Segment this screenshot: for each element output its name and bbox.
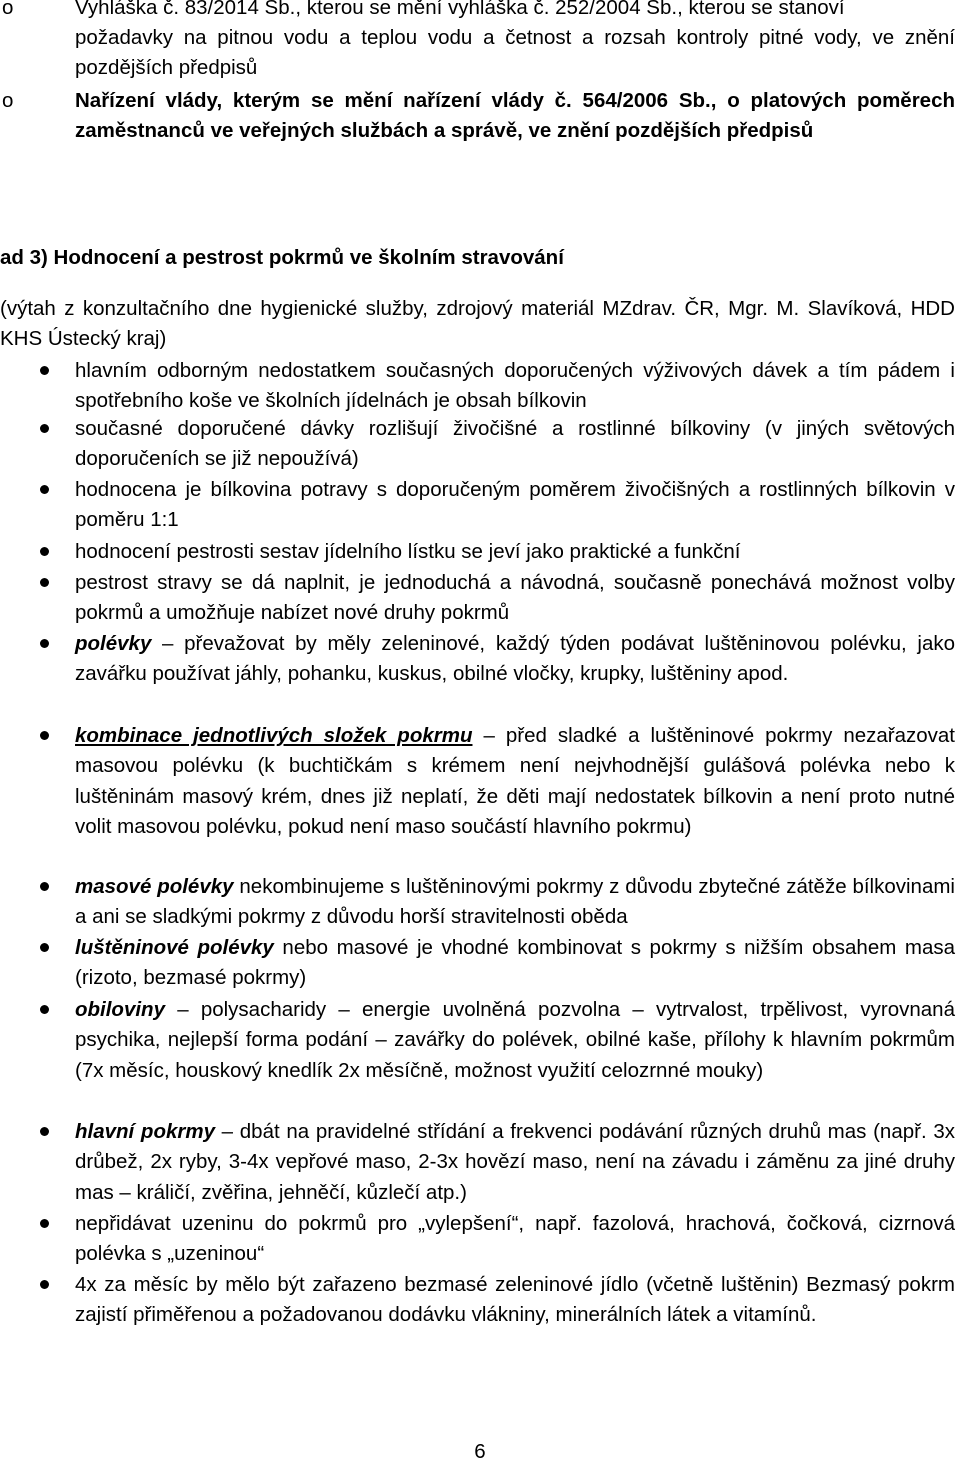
item-text: [75, 1117, 955, 1208]
item-term: hlavní pokrmy: [75, 1120, 215, 1143]
item-text: současné doporučené dávky rozlišují živočišné a rostlinné bílkoviny (v jiných světových doporučeních se již nepoužívá): [75, 417, 955, 471]
item-description: nekombinujeme s luštěninovými pokrmy z důvodu zbytečné zátěže bílkovinami a ani se sladkými pokrmy z důvodu horší stravitelnosti oběda: [75, 875, 955, 929]
item-text: [75, 629, 955, 690]
regulation-item-2: [0, 86, 960, 146]
bullet-dot: [40, 366, 49, 375]
item-text: [75, 995, 955, 1086]
bullet-dot: [40, 1127, 49, 1136]
item-description: – před sladké a luštěninové pokrmy nezařazovat masovou polévku (k buchtičkám s krémem není nejvhodnější gulášová polévka nebo k luštěninám masový krém, dnes již neplatí, že děti mají nedostatek bílkovin a není proto nutné volit masovou polévku, pokud není maso součástí hlavního pokrmu): [75, 724, 955, 838]
bullet-dot: [40, 547, 49, 556]
item-term: obiloviny: [75, 998, 165, 1021]
bullet-dot: [40, 1005, 49, 1014]
bullet-dot: [40, 485, 49, 494]
list-item: [0, 629, 960, 721]
item-text: [75, 933, 955, 994]
list-item: [0, 1117, 960, 1209]
bullet-dot: [40, 639, 49, 648]
list-item: [0, 995, 960, 1117]
list-item: [0, 1270, 960, 1362]
regulation-rest: požadavky na pitnou vodu a teplou vodu a četnost a rozsah kontroly pitné vody, ve znění pozdějších předpisů: [75, 26, 955, 79]
list-item: [0, 356, 960, 414]
item-text: 4x za měsíc by mělo být zařazeno bezmasé zeleninové jídlo (včetně luštěnin) Bezmasý pokrm zajistí přiměřenou a požadovanou dodávku vlákniny, minerálních látek a vitamínů.: [75, 1273, 955, 1327]
item-description: nebo masové je vhodné kombinovat s pokrmy s nižším obsahem masa (rizoto, bezmasé pokrmy): [75, 936, 955, 990]
regulation-line: Vyhláška č. 83/2014 Sb., kterou se mění vyhláška č. 252/2004 Sb., kterou se stanoví: [75, 0, 845, 19]
item-description: – polysacharidy – energie uvolněná pozvolna – vytrvalost, trpělivost, vyrovnaná psychika, nejlepší forma podání – zavářky do polévek, obilné kaše, přílohy k hlavním pokrmům (7x měsíc, houskový knedlík 2x měsíčně, možnost využití celozrnné mouky): [75, 998, 955, 1082]
list-item: [0, 721, 960, 872]
list-item: [0, 568, 960, 629]
list-item: [0, 537, 960, 568]
list-bullet: o: [2, 89, 14, 112]
bullet-dot: [40, 882, 49, 891]
source-note: (výtah z konzultačního dne hygienické služby, zdrojový materiál MZdrav. ČR, Mgr. M. Slavíková, HDD KHS Ústecký kraj): [0, 297, 955, 350]
item-text: hlavním odborným nedostatkem současných doporučených výživových dávek a tím pádem i spotřebního koše ve školních jídelnách je obsah bílkovin: [75, 359, 955, 413]
item-text: hodnocena je bílkovina potravy s doporučeným poměrem živočišných a rostlinných bílkovin v poměru 1:1: [75, 478, 955, 532]
item-text: [75, 721, 955, 842]
list-item: [0, 933, 960, 995]
bullet-dot: [40, 578, 49, 587]
item-text: nepřidávat uzeninu do pokrmů pro „vylepšení“, např. fazolová, hrachová, čočková, cizrnová polévka s „uzeninou“: [75, 1212, 955, 1266]
regulation-text-1: [75, 0, 955, 83]
bullet-dot: [40, 424, 49, 433]
item-description: – převažovat by měly zeleninové, každý týden podávat luštěninovou polévku, jako zavářku používat jáhly, pohanku, kuskus, obilné vločky, krupky, luštěniny apod.: [75, 632, 955, 686]
recommendations-list: [0, 356, 960, 1362]
list-item: [0, 1209, 960, 1270]
item-term: polévky: [75, 632, 152, 655]
item-term: luštěninové polévky: [75, 936, 274, 959]
regulation-text-2: Nařízení vlády, kterým se mění nařízení vlády č. 564/2006 Sb., o platových poměrech zaměstnanců ve veřejných službách a správě, ve znění pozdějších předpisů: [75, 89, 955, 142]
bullet-dot: [40, 1280, 49, 1289]
bullet-dot: [40, 731, 49, 740]
list-item: [0, 475, 960, 537]
section-heading: ad 3) Hodnocení a pestrost pokrmů ve školním stravování: [0, 246, 564, 269]
regulation-item-1: [0, 0, 960, 83]
item-text: [75, 872, 955, 933]
list-item: [0, 414, 960, 475]
bullet-dot: [40, 943, 49, 952]
item-text: hodnocení pestrosti sestav jídelního lístku se jeví jako praktické a funkční: [75, 540, 741, 563]
item-term: masové polévky: [75, 875, 234, 898]
item-description: – dbát na pravidelné střídání a frekvenci podávání různých druhů mas (např. 3x drůbež, 2x ryby, 3-4x vepřové maso, 2-3x hovězí maso, není na závadu i záměnu za jiné druhy mas – králičí, zvěřina, jehněčí, kůzlečí atp.): [75, 1120, 955, 1204]
bullet-dot: [40, 1219, 49, 1228]
item-term: kombinace jednotlivých složek pokrmu: [75, 724, 473, 747]
list-item: [0, 872, 960, 933]
item-text: pestrost stravy se dá naplnit, je jednoduchá a návodná, současně ponechává možnost volby pokrmů a umožňuje nabízet nové druhy pokrmů: [75, 571, 955, 625]
list-bullet: o: [2, 0, 14, 19]
page-number: 6: [474, 1440, 486, 1463]
